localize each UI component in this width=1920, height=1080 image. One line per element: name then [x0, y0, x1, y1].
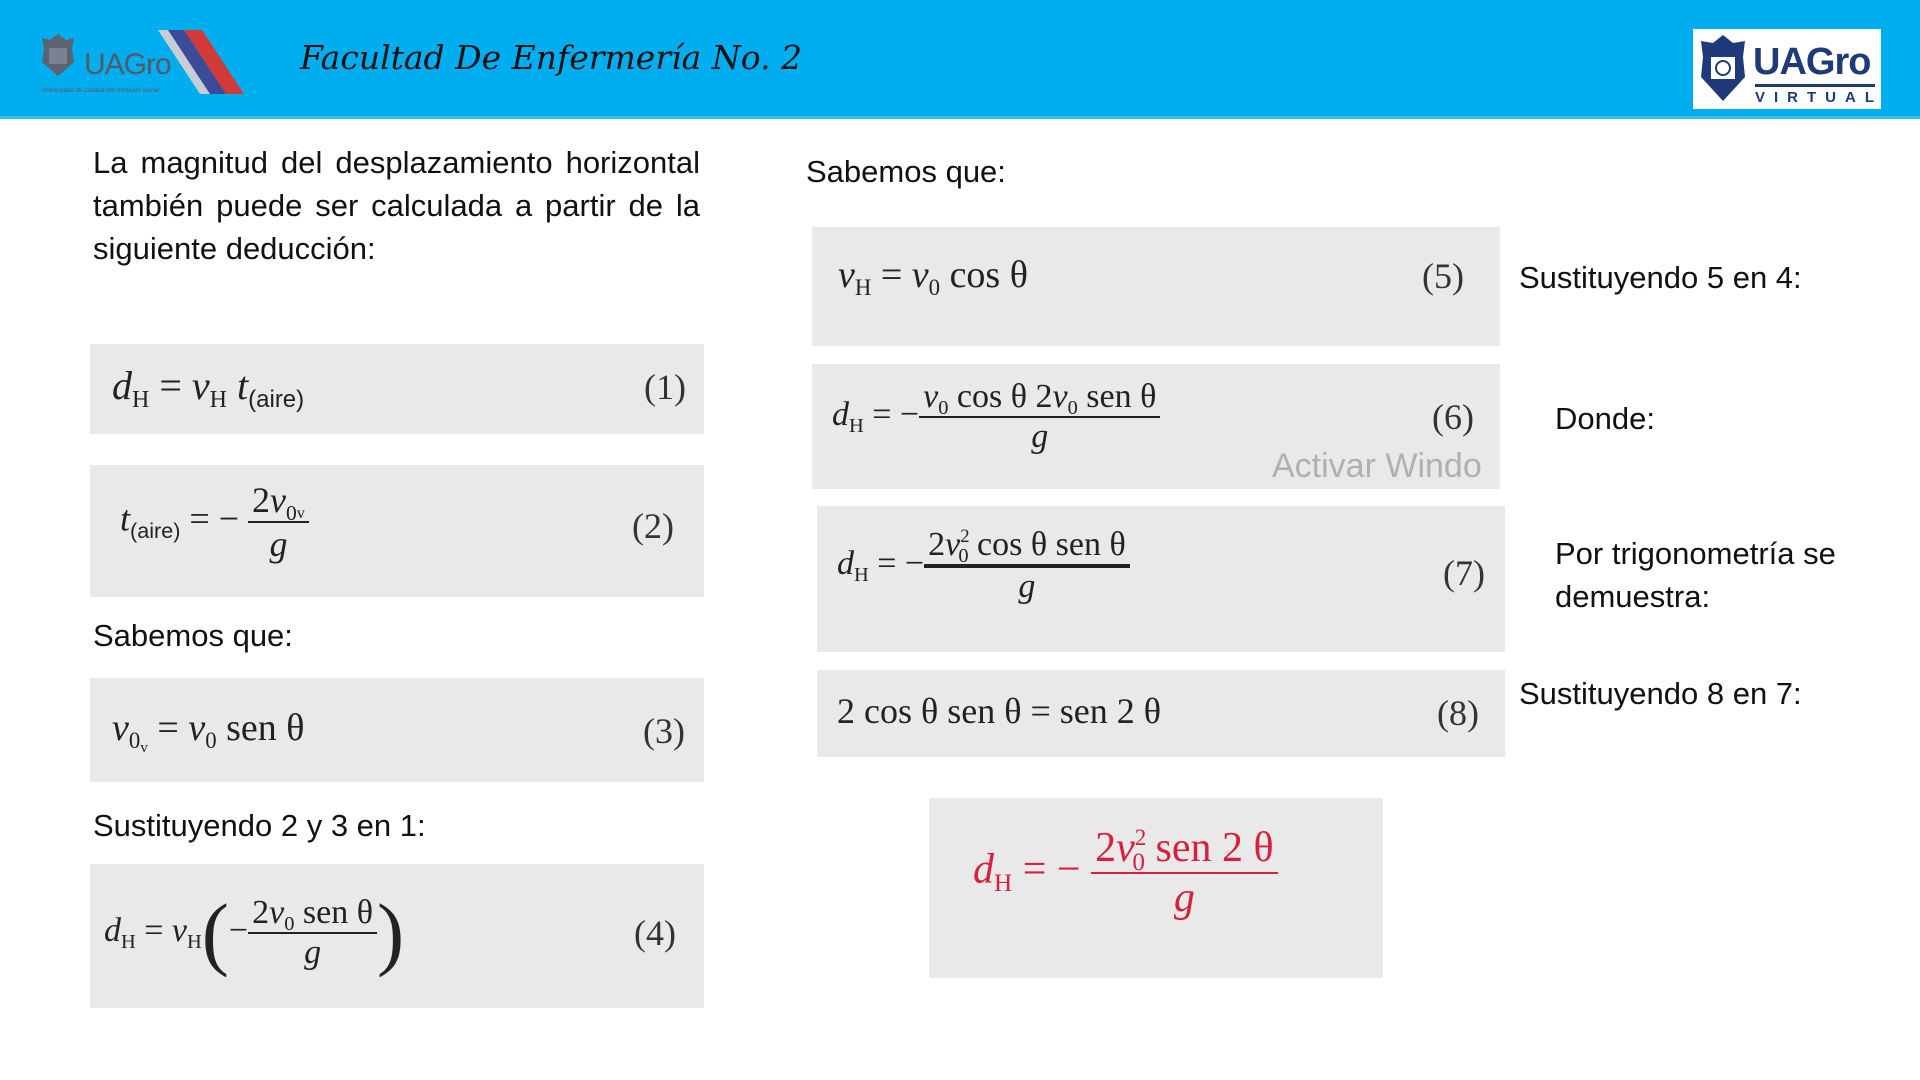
logo-brand: UAGro — [1753, 41, 1871, 83]
uagro-logo-left — [38, 28, 248, 98]
faculty-title: Facultad De Enfermería No. 2 — [300, 38, 802, 77]
equation-5-number: (5) — [1422, 256, 1464, 296]
logo-brand: UAGro — [84, 48, 171, 81]
equation-7 — [817, 506, 1505, 652]
equation-5-expr: $v_H = v_0$ cos θ — [838, 254, 1028, 300]
equation-6-expr: $d_H$ = − $\frac{v_0 \cos \theta 2v_0 sen \theta}{g}$ — [832, 378, 1160, 456]
crest-icon — [1697, 33, 1749, 105]
equation-4-expr: $d_H = v_H(-$ $\frac{2v_0 sen \theta}{g}$ ) — [104, 887, 405, 978]
equation-4 — [90, 864, 704, 1008]
equation-1-expr: $d_H = v_H$ $t_{(aire)}$ — [112, 363, 305, 414]
logo-subtitle: VIRTUAL — [1755, 89, 1883, 106]
header-band — [0, 0, 1920, 119]
logo-tagline: Universidad de Calidad con Inclusión Social — [42, 88, 159, 94]
equation-8-number: (8) — [1437, 693, 1479, 733]
equation-3-number: (3) — [643, 711, 685, 751]
equation-3 — [90, 678, 704, 782]
equation-8-expr: 2 cos θ sen θ = sen 2 θ — [837, 691, 1161, 731]
label-donde: Donde: — [1555, 401, 1655, 436]
logo-rule — [1755, 84, 1875, 87]
equation-6-number: (6) — [1432, 397, 1474, 437]
result-equation — [929, 798, 1383, 978]
equation-7-number: (7) — [1443, 553, 1485, 593]
equation-5 — [812, 227, 1500, 346]
label-sabemos-left: Sabemos que: — [93, 618, 293, 653]
equation-3-expr: $v_{0v} = v_0$ sen θ — [112, 707, 305, 757]
label-sustituyendo-2-3: Sustituyendo 2 y 3 en 1: — [93, 808, 426, 843]
windows-activation-watermark: Activar Windo — [1272, 447, 1482, 485]
label-sabemos-right: Sabemos que: — [806, 154, 1006, 189]
equation-2-number: (2) — [632, 506, 674, 546]
equation-2 — [90, 465, 704, 597]
label-trigonometria: Por trigonometría se demuestra: — [1555, 536, 1836, 614]
result-equation-expr: $d_H$ = − $\frac{2v^2_0 sen 2 \theta}{g}$ — [973, 824, 1278, 922]
equation-8 — [817, 670, 1505, 757]
equation-2-expr: $t_{(aire)}$ = − $\frac{2v_0v}{g}$ — [120, 479, 309, 565]
uagro-virtual-logo — [1693, 29, 1881, 109]
equation-4-number: (4) — [634, 913, 676, 953]
equation-1-number: (1) — [644, 367, 686, 407]
crest-icon — [38, 32, 78, 80]
flag-stripes-icon — [158, 30, 248, 94]
label-sustituyendo-8-7: Sustituyendo 8 en 7: — [1519, 676, 1802, 711]
intro-paragraph: La magnitud del desplazamiento horizontal también puede ser calculada a partir de la siguiente deducción: — [93, 145, 700, 266]
header-divider — [0, 116, 1920, 119]
equation-1 — [90, 344, 704, 434]
equation-7-expr: $d_H$ = − $\frac{2v^2_0 \cos \theta sen \theta}{g}$ — [837, 526, 1130, 606]
label-sustituyendo-5-4: Sustituyendo 5 en 4: — [1519, 260, 1802, 295]
